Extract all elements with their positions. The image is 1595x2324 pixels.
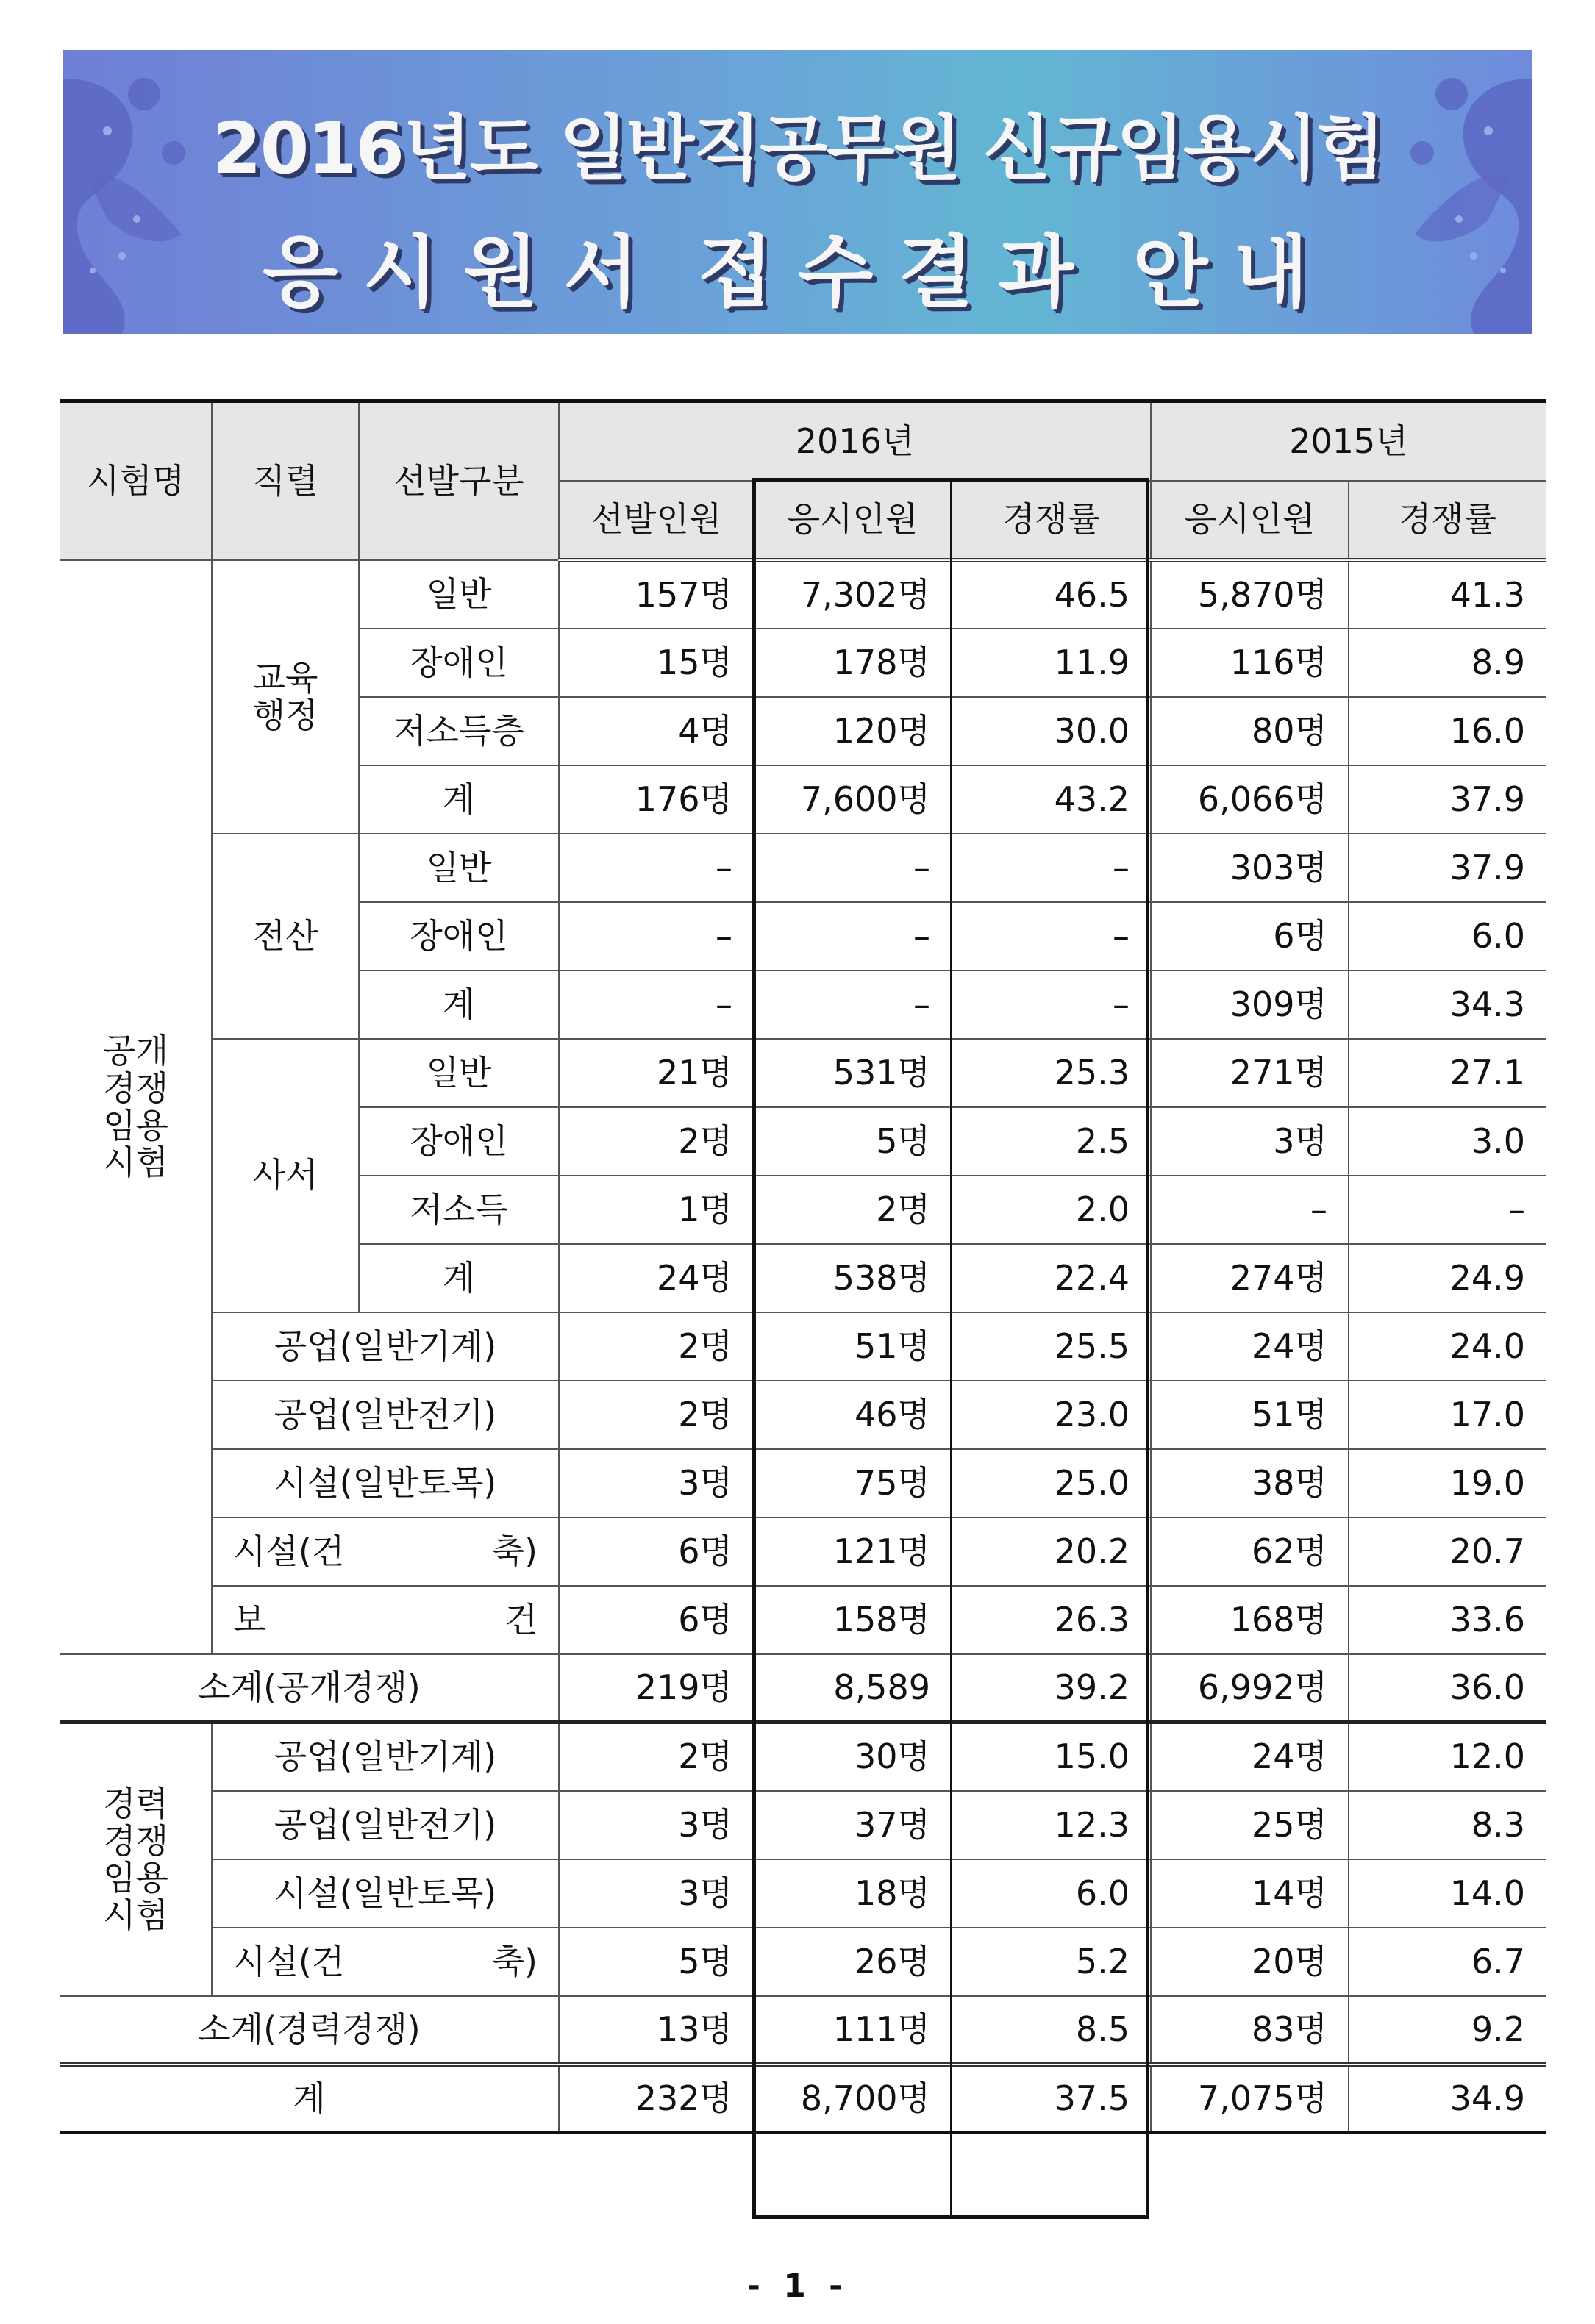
applicants-2015: 51명 [1151, 1381, 1349, 1449]
ratio-2016: – [952, 970, 1151, 1039]
ratio-2016: 5.2 [952, 1928, 1151, 1996]
ratio-2016: 23.0 [952, 1381, 1151, 1449]
table-row [60, 1928, 1546, 1996]
job-name: 시설(일반토목) [212, 1449, 559, 1517]
applicants-2016: 8,589 [754, 1654, 952, 1723]
ratio-2016: 39.2 [952, 1654, 1151, 1723]
applicants-2016: – [754, 834, 952, 902]
applicants-2016: 8,700명 [754, 2064, 952, 2133]
header-job: 직렬 [212, 401, 359, 560]
applicants-2016: 46명 [754, 1381, 952, 1449]
ratio-2015: 20.7 [1349, 1517, 1546, 1586]
table-row [60, 1517, 1546, 1586]
header-exam: 시험명 [60, 401, 212, 560]
applicants-2016: 111명 [754, 1996, 952, 2064]
ratio-2015: 8.3 [1349, 1791, 1546, 1859]
applicants-2015: 83명 [1151, 1996, 1349, 2064]
applicants-2016: 7,302명 [754, 560, 952, 629]
table-row [60, 1586, 1546, 1654]
ratio-2015: 9.2 [1349, 1996, 1546, 2064]
selected-2016: 3명 [559, 1859, 754, 1928]
job-name: 공업(일반기계) [212, 1312, 559, 1381]
selected-2016: 232명 [559, 2064, 754, 2133]
selected-2016: 3명 [559, 1449, 754, 1517]
applicants-2016: – [754, 970, 952, 1039]
exam-name: 공개경쟁임용시험 [103, 1031, 168, 1183]
exam-name: 경력경쟁임용시험 [103, 1784, 168, 1935]
applicants-2016: 120명 [754, 697, 952, 765]
job-name-cell [212, 1517, 559, 1586]
applicants-2015: 309명 [1151, 970, 1349, 1039]
ratio-2015: 6.7 [1349, 1928, 1546, 1996]
ratio-2015: 37.9 [1349, 765, 1546, 834]
selected-2016: – [559, 970, 754, 1039]
application-results-table [60, 399, 1546, 2134]
ratio-2015: 41.3 [1349, 560, 1546, 629]
ratio-2016: 12.3 [952, 1791, 1151, 1859]
job-name: 공업(일반전기) [212, 1791, 559, 1859]
subtotal-label: 소계(경력경쟁) [60, 1996, 559, 2064]
job-name-part: 축) [491, 1941, 538, 1981]
applicants-2015: 25명 [1151, 1791, 1349, 1859]
ratio-2015: 14.0 [1349, 1859, 1546, 1928]
header-2016: 2016년 [559, 401, 1151, 481]
table-row [60, 1723, 1546, 1791]
applicants-2016: 26명 [754, 1928, 952, 1996]
table-row [60, 1449, 1546, 1517]
subtitle-word: 접수결과 [697, 227, 1099, 318]
header-ratio-2015: 경쟁률 [1349, 481, 1546, 560]
subtotal-row [60, 1996, 1546, 2064]
category-label: 장애인 [359, 1107, 559, 1176]
header-2015: 2015년 [1151, 401, 1546, 481]
applicants-2015: 14명 [1151, 1859, 1349, 1928]
category-label: 장애인 [359, 902, 559, 970]
table-row [60, 1039, 1546, 1107]
ratio-2015: 34.3 [1349, 970, 1546, 1039]
applicants-2015: 271명 [1151, 1039, 1349, 1107]
table-row [60, 1381, 1546, 1449]
selected-2016: 2명 [559, 1312, 754, 1381]
ratio-2015: 24.0 [1349, 1312, 1546, 1381]
title-banner [63, 50, 1532, 334]
header-applicants-2015: 응시인원 [1151, 481, 1349, 560]
job-name-cell [212, 1928, 559, 1996]
ratio-2016: 11.9 [952, 629, 1151, 697]
applicants-2015: 24명 [1151, 1723, 1349, 1791]
ratio-2015: 12.0 [1349, 1723, 1546, 1791]
applicants-2015: 38명 [1151, 1449, 1349, 1517]
job-name: 전산 [212, 834, 359, 1039]
selected-2016: 4명 [559, 697, 754, 765]
job-group-cell [212, 560, 359, 834]
ratio-2016: 2.0 [952, 1176, 1151, 1244]
applicants-2015: 168명 [1151, 1586, 1349, 1654]
applicants-2015: 20명 [1151, 1928, 1349, 1996]
category-label: 저소득 [359, 1176, 559, 1244]
ratio-2016: 6.0 [952, 1859, 1151, 1928]
ratio-2016: – [952, 834, 1151, 902]
applicants-2016: – [754, 902, 952, 970]
applicants-2016: 37명 [754, 1791, 952, 1859]
page-number: - 1 - [746, 2267, 849, 2305]
applicants-2015: 5,870명 [1151, 560, 1349, 629]
header-selected-2016: 선발인원 [559, 481, 754, 560]
category-label: 일반 [359, 560, 559, 629]
applicants-2015: – [1151, 1176, 1349, 1244]
selected-2016: – [559, 834, 754, 902]
job-name-part: 축) [491, 1531, 538, 1571]
selected-2016: 21명 [559, 1039, 754, 1107]
table-row [60, 1312, 1546, 1381]
selected-2016: 157명 [559, 560, 754, 629]
ratio-2016: 2.5 [952, 1107, 1151, 1176]
category-label: 장애인 [359, 629, 559, 697]
applicants-2016: 178명 [754, 629, 952, 697]
category-label: 일반 [359, 834, 559, 902]
selected-2016: 2명 [559, 1723, 754, 1791]
total-label: 계 [60, 2064, 559, 2133]
job-name-part: 보 [233, 1599, 266, 1640]
applicants-2015: 6명 [1151, 902, 1349, 970]
applicants-2015: 24명 [1151, 1312, 1349, 1381]
table-row [60, 1859, 1546, 1928]
job-name-part: 시설(건 [233, 1941, 345, 1981]
applicants-2016: 18명 [754, 1859, 952, 1928]
ratio-2015: 37.9 [1349, 834, 1546, 902]
job-name: 공업(일반기계) [212, 1723, 559, 1791]
ratio-2015: 3.0 [1349, 1107, 1546, 1176]
applicants-2016: 51명 [754, 1312, 952, 1381]
ratio-2016: 37.5 [952, 2064, 1151, 2133]
selected-2016: 2명 [559, 1107, 754, 1176]
applicants-2015: 303명 [1151, 834, 1349, 902]
ratio-2015: 16.0 [1349, 697, 1546, 765]
ratio-2016: – [952, 902, 1151, 970]
selected-2016: 219명 [559, 1654, 754, 1723]
selected-2016: 2명 [559, 1381, 754, 1449]
category-label: 일반 [359, 1039, 559, 1107]
applicants-2015: 3명 [1151, 1107, 1349, 1176]
job-name-part: 시설(건 [233, 1531, 345, 1571]
table-row [60, 560, 1546, 629]
applicants-2016: 121명 [754, 1517, 952, 1586]
total-row [60, 2064, 1546, 2133]
applicants-2015: 6,066명 [1151, 765, 1349, 834]
job-name-part: 건 [504, 1599, 538, 1640]
ratio-2016: 8.5 [952, 1996, 1151, 2064]
applicants-2016: 7,600명 [754, 765, 952, 834]
job-name: 사서 [212, 1039, 359, 1312]
ratio-2015: 17.0 [1349, 1381, 1546, 1449]
ratio-2016: 25.0 [952, 1449, 1151, 1517]
page-title: 2016년도 일반직공무원 신규임용시험 [212, 107, 1384, 190]
applicants-2016: 75명 [754, 1449, 952, 1517]
job-name: 교육행정 [252, 657, 318, 735]
ratio-2015: 34.9 [1349, 2064, 1546, 2133]
ratio-2016: 43.2 [952, 765, 1151, 834]
ratio-2015: – [1349, 1176, 1546, 1244]
ratio-2016: 25.5 [952, 1312, 1151, 1381]
ratio-2015: 19.0 [1349, 1449, 1546, 1517]
header-category: 선발구분 [359, 401, 559, 560]
selected-2016: 13명 [559, 1996, 754, 2064]
ratio-2015: 36.0 [1349, 1654, 1546, 1723]
subtitle-word: 응시원서 [263, 227, 664, 318]
category-label: 저소득층 [359, 697, 559, 765]
exam-career-cell [60, 1723, 212, 1996]
ratio-2015: 24.9 [1349, 1244, 1546, 1312]
table-row [60, 834, 1546, 902]
selected-2016: 6명 [559, 1517, 754, 1586]
header-applicants-2016: 응시인원 [754, 481, 952, 560]
ratio-2016: 22.4 [952, 1244, 1151, 1312]
ratio-2015: 33.6 [1349, 1586, 1546, 1654]
applicants-2015: 274명 [1151, 1244, 1349, 1312]
job-name: 시설(일반토목) [212, 1859, 559, 1928]
header-ratio-2016: 경쟁률 [952, 481, 1151, 560]
applicants-2016: 531명 [754, 1039, 952, 1107]
selected-2016: 3명 [559, 1791, 754, 1859]
applicants-2016: 30명 [754, 1723, 952, 1791]
applicants-2015: 62명 [1151, 1517, 1349, 1586]
ratio-2015: 27.1 [1349, 1039, 1546, 1107]
ratio-2015: 6.0 [1349, 902, 1546, 970]
subtotal-row [60, 1654, 1546, 1723]
category-label: 계 [359, 1244, 559, 1312]
applicants-2016: 538명 [754, 1244, 952, 1312]
ratio-2016: 15.0 [952, 1723, 1151, 1791]
ratio-2016: 20.2 [952, 1517, 1151, 1586]
applicants-2016: 5명 [754, 1107, 952, 1176]
selected-2016: 6명 [559, 1586, 754, 1654]
applicants-2015: 7,075명 [1151, 2064, 1349, 2133]
table-row [60, 1791, 1546, 1859]
ratio-2015: 8.9 [1349, 629, 1546, 697]
job-name-cell [212, 1586, 559, 1654]
selected-2016: 24명 [559, 1244, 754, 1312]
category-label: 계 [359, 765, 559, 834]
applicants-2016: 2명 [754, 1176, 952, 1244]
category-label: 계 [359, 970, 559, 1039]
applicants-2015: 116명 [1151, 629, 1349, 697]
applicants-2016: 158명 [754, 1586, 952, 1654]
subtotal-label: 소계(공개경쟁) [60, 1654, 559, 1723]
ratio-2016: 46.5 [952, 560, 1151, 629]
subtitle-word: 안내 [1132, 227, 1333, 318]
selected-2016: 176명 [559, 765, 754, 834]
ratio-2016: 25.3 [952, 1039, 1151, 1107]
exam-open-cell [60, 560, 212, 1654]
selected-2016: 15명 [559, 629, 754, 697]
selected-2016: – [559, 902, 754, 970]
selected-2016: 5명 [559, 1928, 754, 1996]
page-subtitle [63, 210, 1532, 322]
applicants-2015: 6,992명 [1151, 1654, 1349, 1723]
ratio-2016: 30.0 [952, 697, 1151, 765]
applicants-2015: 80명 [1151, 697, 1349, 765]
selected-2016: 1명 [559, 1176, 754, 1244]
ratio-2016: 26.3 [952, 1586, 1151, 1654]
job-name: 공업(일반전기) [212, 1381, 559, 1449]
